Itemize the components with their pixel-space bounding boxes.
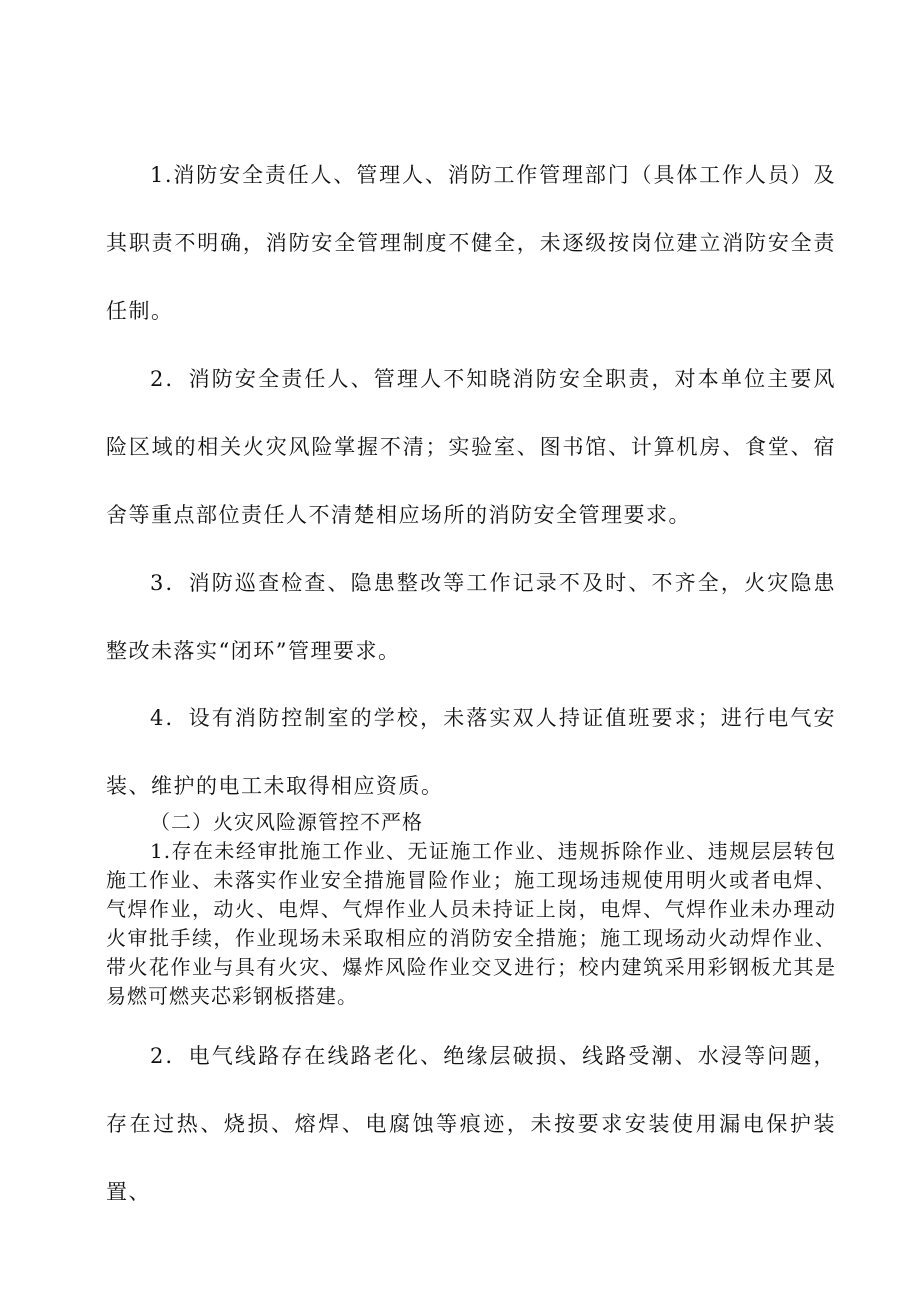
paragraph-4: 4．设有消防控制室的学校，未落实双人持证值班要求；进行电气安装、维护的电工未取得相应资质。 <box>106 706 836 798</box>
section-2-paragraph-1: 1.存在未经审批施工作业、无证施工作业、违规拆除作业、违规层层转包施工作业、未落实作业安全措施冒险作业；施工现场违规使用明火或者电焊、气焊作业，动火、电焊、气焊作业人员未持证上岗，电焊、气焊作业未办理动火审批手续，作业现场未采取相应的消防安全措施；施工现场动火动焊作业、带火花作业与具有火灾、爆炸风险作业交叉进行；校内建筑采用彩钢板尤其是易燃可燃夹芯彩钢板搭建。 <box>106 839 836 1008</box>
paragraph-1: 1.消防安全责任人、管理人、消防工作管理部门（具体工作人员）及其职责不明确，消防安全管理制度不健全，未逐级按岗位建立消防安全责任制。 <box>106 163 836 323</box>
section-heading-2: （二）火灾风险源管控不严格 <box>150 810 423 834</box>
paragraph-2: 2．消防安全责任人、管理人不知晓消防安全职责，对本单位主要风险区域的相关火灾风险掌握不清；实验室、图书馆、计算机房、食堂、宿舍等重点部位责任人不清楚相应场所的消防安全管理要求。 <box>106 367 836 527</box>
section-2-paragraph-2: 2．电气线路存在线路老化、绝缘层破损、线路受潮、水浸等问题，存在过热、烧损、熔焊、电腐蚀等痕迹，未按要求安装使用漏电保护装置、 <box>106 1044 836 1204</box>
paragraph-3: 3．消防巡查检查、隐患整改等工作记录不及时、不齐全，火灾隐患整改未落实“闭环”管理要求。 <box>106 571 836 663</box>
